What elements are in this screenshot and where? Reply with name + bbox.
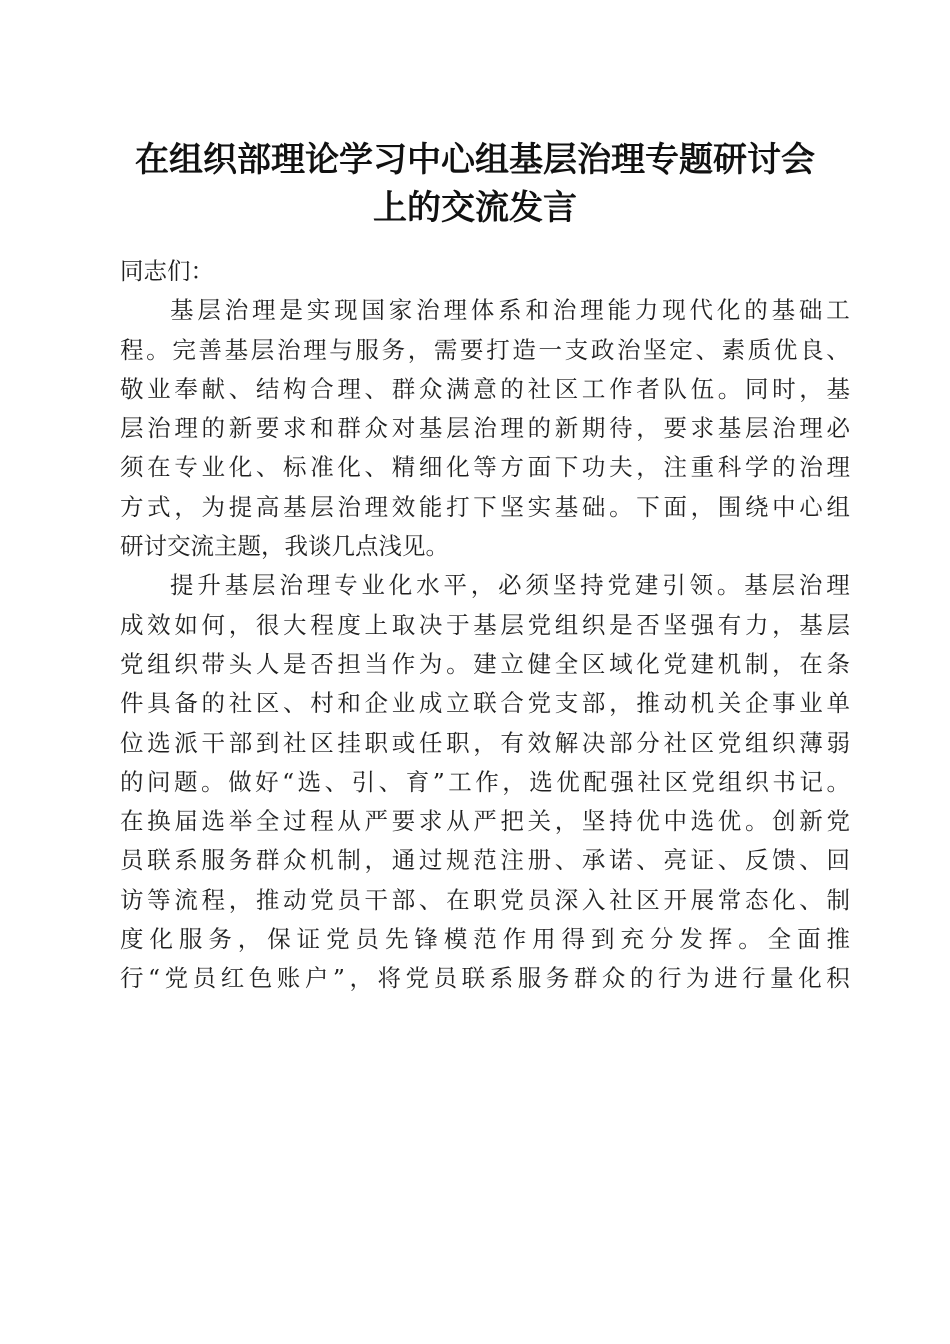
paragraph-line: 须 在 专 业 化 、 标 准 化 、 精 细 化 等 方 面 下 功 夫 ， 注 重 科 学 的 治 理	[120, 453, 850, 482]
paragraph-line: 研讨交流主题，我谈几点浅见。	[120, 532, 449, 561]
paragraph-line: 基 层 治 理 是 实 现 国 家 治 理 体 系 和 治 理 能 力 现 代 化 的 基 础 工	[170, 296, 850, 325]
paragraph-line: 员 联 系 服 务 群 众 机 制 ， 通 过 规 范 注 册 、 承 诺 、 亮 证 、 反 馈 、 回	[120, 846, 850, 875]
document-title	[110, 136, 840, 232]
greeting: 同志们：	[120, 257, 214, 285]
document-body	[120, 252, 850, 999]
paragraph-line: 层 治 理 的 新 要 求 和 群 众 对 基 层 治 理 的 新 期 待 ， 要 求 基 层 治 理 必	[120, 414, 850, 443]
paragraph-line: 成 效 如 何 ， 很 大 程 度 上 取 决 于 基 层 党 组 织 是 否 坚 强 有 力 ， 基 层	[120, 610, 850, 639]
paragraph-line: 度 化 服 务 ， 保 证 党 员 先 锋 模 范 作 用 得 到 充 分 发 挥 。 全 面 推	[120, 925, 850, 954]
paragraph-line: 的 问 题 。 做 好 “ 选 、 引 、 育 ” 工 作 ， 选 优 配 强 社 区 党 组 织 书 记 。	[120, 767, 850, 796]
paragraph-line: 敬 业 奉 献 、 结 构 合 理 、 群 众 满 意 的 社 区 工 作 者 队 伍 。 同 时 ， 基	[120, 374, 850, 403]
paragraph-line: 提 升 基 层 治 理 专 业 化 水 平 ， 必 须 坚 持 党 建 引 领 。 基 层 治 理	[170, 571, 850, 600]
paragraph-line: 访 等 流 程 ， 推 动 党 员 干 部 、 在 职 党 员 深 入 社 区 开 展 常 态 化 、 制	[120, 885, 850, 914]
paragraph-line: 在 换 届 选 举 全 过 程 从 严 要 求 从 严 把 关 ， 坚 持 优 中 选 优 。 创 新 党	[120, 807, 850, 836]
title-line-2: 上的交流发言	[373, 188, 577, 228]
paragraph-line: 程 。 完 善 基 层 治 理 与 服 务 ， 需 要 打 造 一 支 政 治 坚 定 、 素 质 优 良 、	[120, 335, 850, 364]
title-line-1: 在组织部理论学习中心组基层治理专题研讨会	[135, 140, 815, 180]
paragraph-line: 行 “ 党 员 红 色 账 户 ” ， 将 党 员 联 系 服 务 群 众 的 行 为 进 行 量 化 积	[120, 964, 850, 993]
paragraph-line: 位 选 派 干 部 到 社 区 挂 职 或 任 职 ， 有 效 解 决 部 分 社 区 党 组 织 薄 弱	[120, 728, 850, 757]
paragraph-line: 方 式 ， 为 提 高 基 层 治 理 效 能 打 下 坚 实 基 础 。 下 面 ， 围 绕 中 心 组	[120, 492, 850, 521]
paragraph-line: 党 组 织 带 头 人 是 否 担 当 作 为 。 建 立 健 全 区 域 化 党 建 机 制 ， 在 条	[120, 649, 850, 678]
paragraph-line: 件 具 备 的 社 区 、 村 和 企 业 成 立 联 合 党 支 部 ， 推 动 机 关 企 事 业 单	[120, 689, 850, 718]
